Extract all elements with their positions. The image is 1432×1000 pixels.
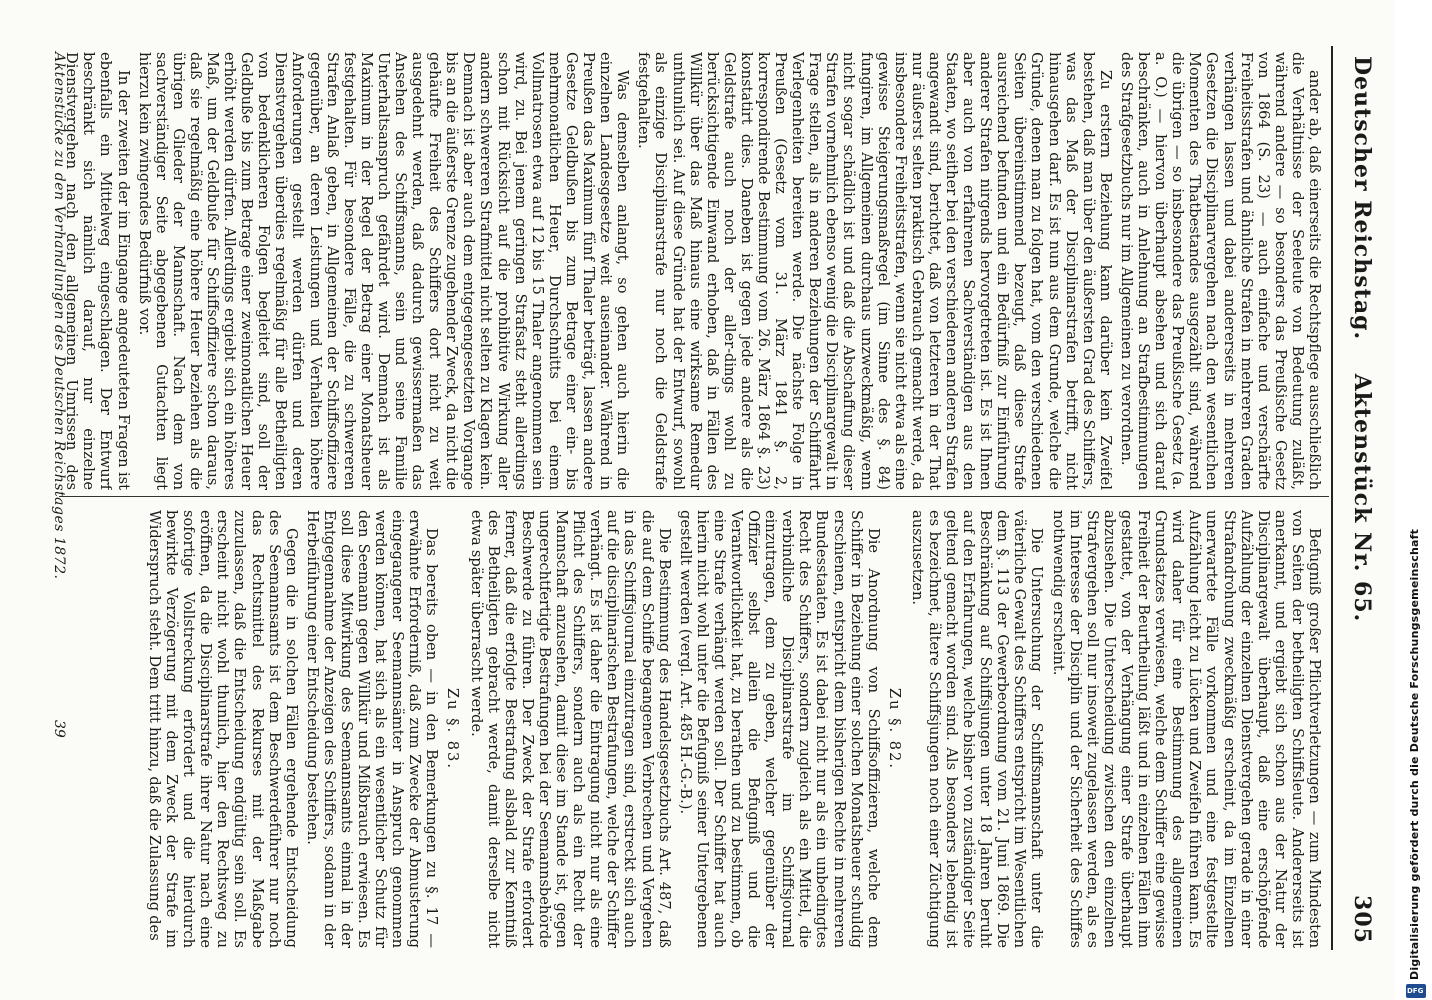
paragraph: Zu erstern Beziehung kann darüber kein Zweifel bestehen, daß man über den äußersten Grad des Schiffers, was das Maß der Disciplinarstrafen betrifft, nicht hinausgehen darf. Es ist nun aus dem Grunde, welche die Gründe, denen man zu folgen hat, vom den verschiedenen Seiten übereinstimmend bezeugt, daß diese Strafe ausreichend befunden und ein Bedürfniß zur Einführung anderer Strafen nirgends hervorgetreten ist. Es ist Ihnen aber auch von erfahrenen Sachverständigen aus den Staaten, wo seither bei den verschiedenen anderen Strafen angewandt sind, berichtet, daß von letzteren in der That nur äußerst selten praktisch Gebrauch gemacht werde, da insbesondere Freiheitsstrafen, wenn sie nicht etwa als eine gewisse Steigerungsmaßregel (im Sinne des §. 84) fungiren, im Allgemeinen durchaus unzweckmäßig, wenn nicht sogar schädlich ist und daß die Abschaffung dieser Strafen vornehmlich ebenso wenig die Disciplinargewalt in Frage stellen, als in anderen Beziehungen der Schifffahrt Verlegenheiten bereiten werde. Die nächste Folge in Preußen (Gesetz vom 31. März 1841 §. 2, korrespondirende Bestimmung vom 26. März 1864 §. 23) konstatirt dies. Daneben ist gegen jede andere als die Geldstrafe auch noch der aller-dings wohl zu berücksichtigende Einwand erhoben, daß in Fällen des Willkür über das Maß hinaus eine wirksame Remedur unthunlich sei. Auf diese Gründe hat der Entwurf, sowohl als einzige Disciplinarstrafe nur noch die Geldstrafe festgehalten. bbox=[635, 52, 1114, 490]
paragraph: ander ab, daß einerseits die Rechtspflege ausschließlich die Verhältnisse der Seeleute von Bedeutung zuläßt, während andere — so besonders das Preußische Gesetz von 1864 (S. 23) — auch einfache und verschärfte Freiheitsstrafen und ähnliche Strafen in mehreren Graden verhängen lassen und dabei andererseits in mehreren Gesetzen die Disciplinarvergehen nach den wesentlichen Momenten des Thatbestandes ausgezählt sind, während die übrigen — so insbesondere das Preußische Gesetz (a. a. O.) — hiervon überhaupt absehen und sich darauf beschränken, auch in Anlehnung an Strafbestimmungen des Strafgesetzbuchs nur im Allgemeinen zu verordnen. bbox=[1117, 52, 1323, 490]
right-column bbox=[63, 510, 1323, 948]
left-column bbox=[63, 52, 1323, 490]
document-number: Aktenstück Nr. 65. bbox=[1349, 373, 1375, 623]
paragraph: Befugniß großer Pflichtverletzungen — zum Mindesten von Seiten der betheiligten Schiffsleute. Andererseits ist anerkannt, und ergiebt sich schon aus der Natur der Disciplinargewalt überhaupt, daß eine erschöpfende Aufzählung der einzelnen Dienstvergehen gerade in einer Strafandrohung zweckmäßig erscheint, da im Einzelnen unerwartete Fälle vorkommen und eine festgestellte Aufzählung leicht zu Lücken und Zweifeln führen kann. Es wird daher für eine Bestimmung des allgemeinen Grundsatzes verwiesen, welche dem Schiffer eine gewisse Freiheit der Beurtheilung läßt und in einzelnen Fällen ihm gestattet, von der Verhängung einer Strafe überhaupt abzusehen. Die Unterscheidung zwischen den einzelnen Strafvergehen soll nur insoweit zugelassen werden, als es im Interesse der Disciplin und der Sicherheit des Schiffes nothwendig erscheint. bbox=[1049, 510, 1323, 948]
page-signature: 39 bbox=[51, 720, 67, 738]
page-header bbox=[1331, 46, 1381, 950]
header-rule bbox=[1331, 46, 1333, 950]
paragraph: Gegen die in solchen Fällen ergehende Entscheidung des Seemannsamts ist dem Beschwerdeführer nur noch das Rechtsmittel des Rekurses mit der Maßgabe zuzulassen, daß die Entscheidung endgültig sein soll. Es erscheint nicht wohl thunlich, hier den Rechtsweg zu eröffnen, da die Disciplinarstrafe ihrer Natur nach eine sofortige Vollstreckung erfordert und die hierdurch bewirkte Verzögerung mit dem Zweck der Strafe im Widerspruch steht. Dem tritt hinzu, daß die Zulassung des bbox=[146, 510, 300, 948]
paragraph: Die Anordnung von Schiffsoffizieren, welche dem Schiffer in Beziehung einer solchen Monatsheuer schuldig erschienen, entspricht dem bisherigen Rechte in mehreren Bundesstaaten. Es ist dabei nicht nur als ein unbedingtes Recht des Schiffers, sondern zugleich als ein Mittel, die verbindliche Disciplinarstrafe im Schiffsjournal einzutragen, dem zu geben, welcher gegenüber der Offizier selbst allein die Befugniß und die Verantwortlichkeit hat, zu berathen und zu bestimmen, ob eine Strafe verhängt werden soll. Der Schiffer hat auch hierin nicht wohl unter die Befugniß seiner Untergebenen gestellt werden (vergl. Art. 485 H.-G.-B.). bbox=[676, 510, 882, 948]
paragraph: Das bereits oben — in den Bemerkungen zu §. 17 — erwähnte Erforderniß, daß zum Zwecke der Abmusterung eingegangener Seemannsämter in Anspruch genommen werden können, hat sich als ein wesentlicher Schutz für den Seemann gegen Willkür und Mißbrauch erwiesen. Es soll diese Mitwirkung des Seemannsamts einmal in der Entgegennahme der Anzeigen des Schiffers, sodann in der Herbeiführung einer Entscheidung bestehen. bbox=[303, 510, 441, 948]
credit-text: Digitalisierung gefördert durch die Deutsche Forschungsgemeinschaft bbox=[1408, 528, 1421, 980]
section-heading: Zu §. 83. bbox=[444, 688, 462, 770]
page-footer: Aktenstücke zu den Verhandlungen des Deutschen Reichstages 1872. bbox=[51, 52, 67, 580]
column-divider bbox=[59, 496, 1329, 497]
digitization-credit bbox=[1402, 0, 1432, 1000]
paragraph: In der zweiten der im Eingange angedeuteten Fragen ist ebenfalls ein Mittelweg eingeschlagen. Der Entwurf beschränkt sich nämlich darauf, nur einzelne Dienstvergehen nach den allgemeinen Umrissen des bbox=[63, 52, 132, 490]
paragraph: Die Untersuchung der Schiffsmannschaft unter die väterliche Gewalt des Schiffers entspricht im Wesentlichen dem §. 113 der Gewerbeordnung vom 21. Juni 1869. Die Beschränkung auf Schiffsjungen unter 18 Jahren beruht auf den Erfahrungen, welche bisher von zuständiger Seite geltend gemacht worden sind. Als besonders lebendig ist es bezeichnet, ältere Schiffsjungen noch einer Züchtigung auszusetzen. bbox=[908, 510, 1046, 948]
running-title: Deutscher Reichstag. bbox=[1349, 56, 1375, 341]
paragraph: Die Bestimmung des Handelsgesetzbuchs Art. 487, daß die auf dem Schiffe begangenen Verbrechen und Vergehen in das Schiffsjournal einzutragen sind, erstreckt sich auch auf die disciplinarischen Bestrafungen, welche der Schiffer verhängt. Es ist daher die Eintragung nicht nur als eine Pflicht des Schiffers, sondern auch als ein Recht der Mannschaft anzusehen, damit diese im Stande ist, gegen ungerechtfertigte Bestrafungen bei der Seemannsbehörde Beschwerde zu führen. Der Zweck der Strafe erfordert ferner, daß die erfolgte Bestrafung alsbald zur Kenntniß des Betheiligten gebracht werde, damit derselbe nicht etwa später überrascht werde. bbox=[467, 510, 673, 948]
page-number: 305 bbox=[1349, 895, 1375, 944]
paragraph: Was demselben anlangt, so gehen auch hierin die einzelnen Landesgesetze weit auseinander. Während in Preußen das Maximum fünf Thaler beträgt, lassen andere Gesetze Geldbußen bis zum Betrage einer ein- bis mehrmonatlichen Heuer, Durchschnitts bei einem Vollmatrosen etwa auf 12 bis 15 Thaler angenommen sein wird, zu. Bei jenem geringen Strafsatz steht allerdings schon mit Rücksicht auf die prohibitive Wirkung aller andern schwereren Strafmittel nicht selten zu Klagen kein. Demnach ist aber auch dem entgegengesetzten Vorgange bis an die äußerste Grenze zugehender Zweck, da nicht die gehäufte Freiheit des Schiffers dort nicht zu weit ausgedehnt werden, daß dadurch gewissermaßen das Ansehen des Schiffsmanns, sein und seine Familie Unterhaltsanspruch gefährdet wird. Demnach ist als Maximum in der Regel der Betrag einer Monatsheuer festgehalten. Für besondere Fälle, die zu schwereren Strafen Anlaß geben, in Allgemeinen der Schiffsoffiziere gegenüber, an deren Leistungen und Verhalten höhere Anforderungen gestellt werden dürfen und deren Dienstvergehen überdies regelmäßig für alle Betheiligten von bedenklicheren Folgen begleitet sind, soll der Geldbuße bis zum Betrage einer zweimonatlichen Heuer erhöht werden dürfen. Allerdings ergiebt sich ein höheres Maß, um der Geldbuße für Schiffsoffiziere schon daraus, daß sie regelmäßig eine höhere Heuer beziehen als die übrigen Glieder der Mannschaft. Nach dem von sachverständiger Seite abgegebenen Gutachten liegt hierzu kein zwingendes Bedürfniß vor. bbox=[135, 52, 632, 490]
section-heading: Zu §. 82. bbox=[885, 688, 903, 770]
dfg-logo-icon: DFG bbox=[1406, 984, 1426, 998]
